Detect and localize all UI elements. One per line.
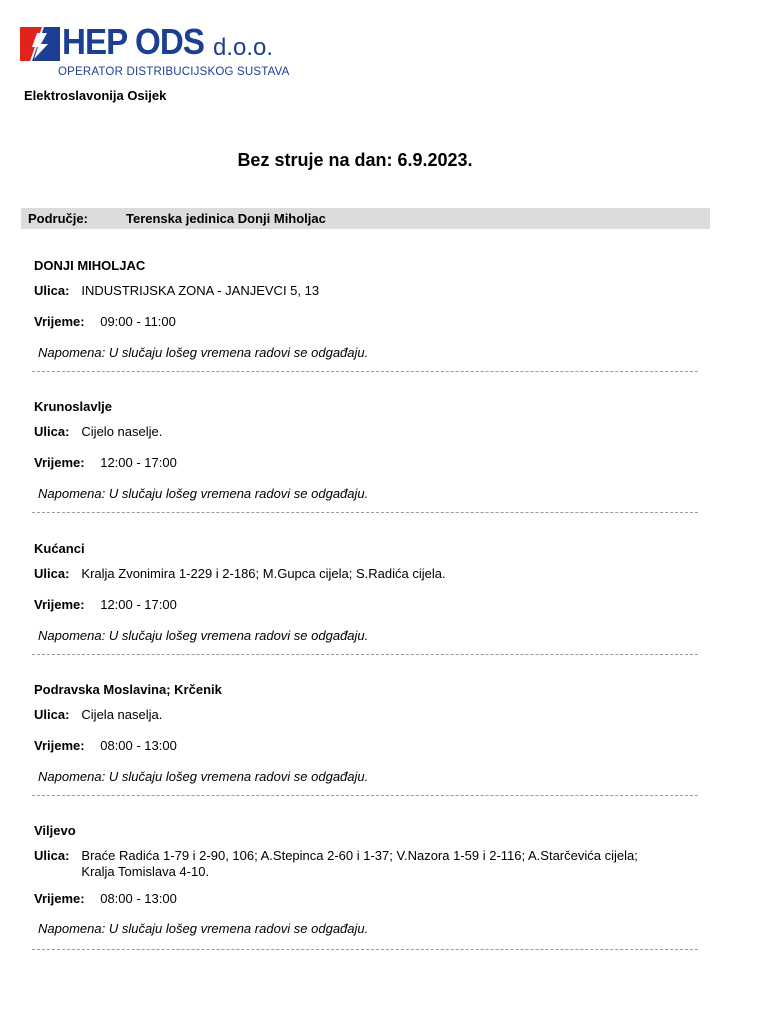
place-name: Viljevo bbox=[34, 823, 76, 838]
note: Napomena: U slučaju lošeg vremena radovi se odgađaju. bbox=[38, 486, 369, 501]
time-row bbox=[34, 597, 177, 612]
place-name: Podravska Moslavina; Krčenik bbox=[34, 682, 222, 697]
logo-suffix: d.o.o. bbox=[213, 34, 274, 61]
logo-brand: HEP ODS bbox=[62, 21, 205, 62]
street-value: Cijelo naselje. bbox=[81, 424, 163, 439]
street-value: Braće Radića 1-79 i 2-90, 106; A.Stepinca 2-60 i 1-37; V.Nazora 1-59 i 2-116; A.Starčevića cijela; Kralja Tomislava 4-10. bbox=[81, 848, 638, 879]
place-name: Krunoslavlje bbox=[34, 399, 113, 414]
divider bbox=[32, 795, 698, 796]
logo-tagline: OPERATOR DISTRIBUCIJSKOG SUSTAVA bbox=[58, 66, 290, 78]
note: Napomena: U slučaju lošeg vremena radovi se odgađaju. bbox=[38, 345, 369, 360]
time-row bbox=[34, 455, 177, 470]
time-value: 12:00 - 17:00 bbox=[100, 455, 177, 470]
organization-name: Elektroslavonija Osijek bbox=[24, 88, 167, 103]
street-row bbox=[34, 707, 661, 723]
time-label: Vrijeme: bbox=[34, 314, 85, 329]
street-label: Ulica: bbox=[34, 566, 70, 581]
street-label: Ulica: bbox=[34, 424, 70, 439]
street-row bbox=[34, 283, 661, 299]
street-value: Cijela naselja. bbox=[81, 707, 163, 722]
street-row bbox=[34, 848, 661, 880]
divider bbox=[32, 512, 698, 513]
divider bbox=[32, 949, 698, 950]
street-label: Ulica: bbox=[34, 707, 70, 722]
time-label: Vrijeme: bbox=[34, 738, 85, 753]
time-value: 12:00 - 17:00 bbox=[100, 597, 177, 612]
time-value: 08:00 - 13:00 bbox=[100, 738, 177, 753]
time-label: Vrijeme: bbox=[34, 891, 85, 906]
page-title: Bez struje na dan: 6.9.2023. bbox=[237, 150, 473, 170]
street-label: Ulica: bbox=[34, 848, 70, 863]
note: Napomena: U slučaju lošeg vremena radovi se odgađaju. bbox=[38, 628, 369, 643]
street-label: Ulica: bbox=[34, 283, 70, 298]
street-value: Kralja Zvonimira 1-229 i 2-186; M.Gupca cijela; S.Radića cijela. bbox=[81, 566, 446, 581]
time-value: 09:00 - 11:00 bbox=[100, 314, 176, 329]
lightning-logo-icon bbox=[20, 27, 60, 61]
note: Napomena: U slučaju lošeg vremena radovi se odgađaju. bbox=[38, 769, 369, 784]
place-name: DONJI MIHOLJAC bbox=[34, 258, 146, 273]
area-label: Područje: bbox=[28, 211, 88, 226]
time-row bbox=[34, 738, 177, 753]
time-row bbox=[34, 891, 177, 906]
street-row bbox=[34, 566, 661, 582]
divider bbox=[32, 654, 698, 655]
street-row bbox=[34, 424, 661, 440]
time-row bbox=[34, 314, 176, 329]
area-bar bbox=[21, 208, 710, 229]
note: Napomena: U slučaju lošeg vremena radovi se odgađaju. bbox=[38, 921, 369, 936]
time-label: Vrijeme: bbox=[34, 597, 85, 612]
street-value: INDUSTRIJSKA ZONA - JANJEVCI 5, 13 bbox=[81, 283, 320, 298]
place-name: Kućanci bbox=[34, 541, 85, 556]
time-value: 08:00 - 13:00 bbox=[100, 891, 177, 906]
time-label: Vrijeme: bbox=[34, 455, 85, 470]
divider bbox=[32, 371, 698, 372]
area-value: Terenska jedinica Donji Miholjac bbox=[126, 211, 326, 226]
hep-ods-logo bbox=[20, 21, 290, 83]
